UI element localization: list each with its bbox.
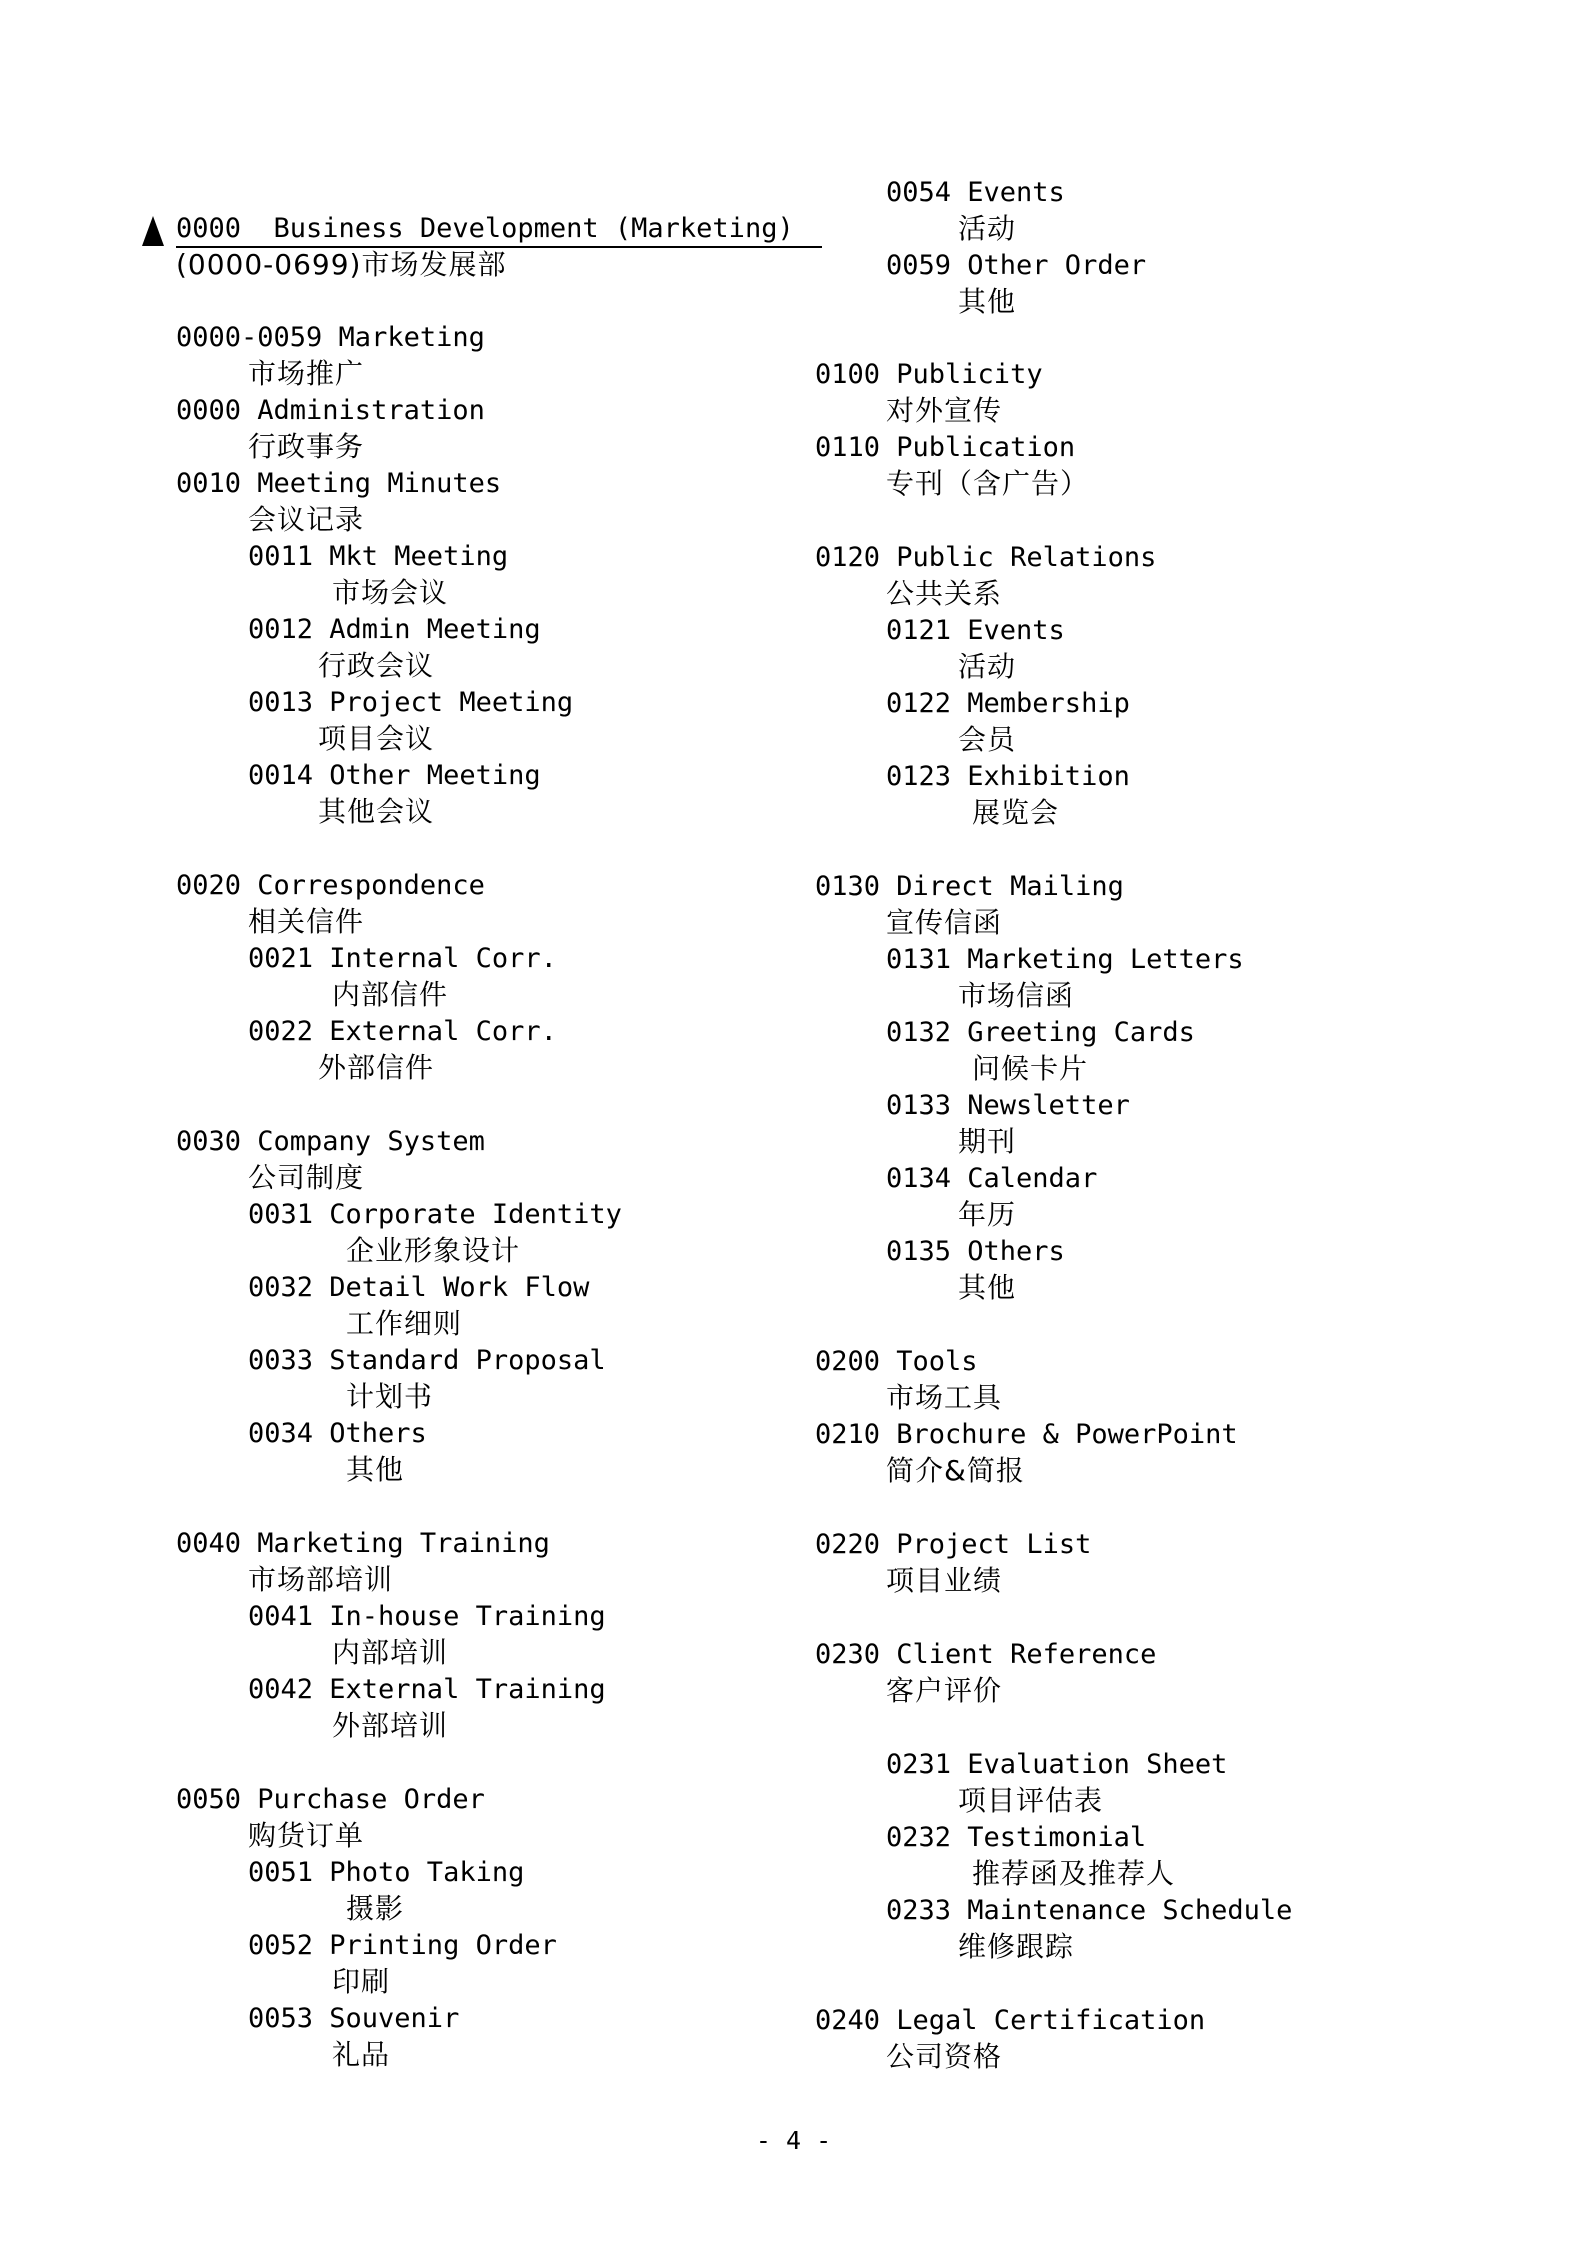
section-title: 0000 Business Development (Marketing) [176,212,822,248]
entry-code: 0051 Photo Taking [248,1857,525,1888]
entry-code: 0033 Standard Proposal [248,1345,606,1376]
entry-code: 0123 Exhibition [886,761,1130,792]
entry-code: 0013 Project Meeting [248,687,574,718]
section-range: (0000-0699)市场发展部 [176,248,507,281]
entry-code: 0100 Publicity [815,359,1043,390]
entry-cn: 年历 [958,1198,1017,1231]
entry-cn: 项目会议 [318,722,435,755]
entry-cn: 市场信函 [958,979,1075,1012]
entry-cn: 活动 [958,650,1017,683]
entry-cn: 会员 [958,723,1017,756]
entry-cn: 专刊（含广告） [886,467,1090,500]
entry-code: 0000 Administration [176,395,485,426]
entry-code: 0200 Tools [815,1346,978,1377]
entry-cn: 项目业绩 [886,1564,1003,1597]
entry-cn: 其他 [958,1271,1017,1304]
entry-code: 0040 Marketing Training [176,1528,550,1559]
page-number: - 4 - [755,2126,832,2155]
entry-cn: 推荐函及推荐人 [972,1857,1176,1890]
entry-cn: 市场推广 [248,357,365,390]
entry-cn: 工作细则 [346,1307,463,1340]
entry-code: 0021 Internal Corr. [248,943,557,974]
entry-code: 0220 Project List [815,1529,1092,1560]
entry-cn: 企业形象设计 [346,1234,521,1267]
entry-code: 0134 Calendar [886,1163,1098,1194]
entry-code: 0010 Meeting Minutes [176,468,502,499]
entry-cn: 其他会议 [318,795,435,828]
entry-cn: 项目评估表 [958,1784,1104,1817]
entry-code: 0135 Others [886,1236,1065,1267]
entry-code: 0042 External Training [248,1674,606,1705]
entry-cn: 市场部培训 [248,1563,394,1596]
entry-cn: 外部培训 [332,1709,449,1742]
entry-cn: 印刷 [332,1965,391,1998]
entry-cn: 宣传信函 [886,906,1003,939]
entry-code: 0133 Newsletter [886,1090,1130,1121]
entry-cn: 简介&简报 [886,1454,1025,1487]
entry-cn: 会议记录 [248,503,365,536]
entry-cn: 市场工具 [886,1381,1003,1414]
entry-code: 0132 Greeting Cards [886,1017,1195,1048]
entry-code: 0020 Correspondence [176,870,485,901]
entry-cn: 对外宣传 [886,394,1003,427]
entry-code: 0022 External Corr. [248,1016,557,1047]
entry-cn: 期刊 [958,1125,1017,1158]
entry-code: 0052 Printing Order [248,1930,557,1961]
entry-code: 0054 Events [886,177,1065,208]
entry-code: 0053 Souvenir [248,2003,460,2034]
entry-code: 0034 Others [248,1418,427,1449]
entry-code: 0032 Detail Work Flow [248,1272,590,1303]
entry-cn: 行政事务 [248,430,365,463]
entry-cn: 外部信件 [318,1051,435,1084]
entry-code: 0131 Marketing Letters [886,944,1244,975]
entry-code: 0231 Evaluation Sheet [886,1749,1228,1780]
entry-cn: 摄影 [346,1892,405,1925]
entry-cn: 公司资格 [886,2040,1003,2073]
entry-code: 0130 Direct Mailing [815,871,1124,902]
entry-code: 0110 Publication [815,432,1076,463]
entry-cn: 购货订单 [248,1819,365,1852]
entry-code: 0233 Maintenance Schedule [886,1895,1293,1926]
entry-cn: 礼品 [332,2038,391,2071]
entry-code: 0011 Mkt Meeting [248,541,509,572]
entry-code: 0000-0059 Marketing [176,322,485,353]
entry-code: 0121 Events [886,615,1065,646]
entry-cn: 内部培训 [332,1636,449,1669]
entry-cn: 问候卡片 [972,1052,1089,1085]
entry-cn: 市场会议 [332,576,449,609]
entry-cn: 内部信件 [332,978,449,1011]
entry-code: 0050 Purchase Order [176,1784,485,1815]
entry-code: 0122 Membership [886,688,1130,719]
entry-code: 0232 Testimonial [886,1822,1147,1853]
entry-code: 0012 Admin Meeting [248,614,541,645]
entry-cn: 公司制度 [248,1161,365,1194]
entry-cn: 维修跟踪 [958,1930,1075,1963]
entry-cn: 行政会议 [318,649,435,682]
entry-code: 0059 Other Order [886,250,1147,281]
entry-code: 0210 Brochure & PowerPoint [815,1419,1238,1450]
entry-cn: 展览会 [972,796,1060,829]
entry-code: 0041 In-house Training [248,1601,606,1632]
entry-code: 0031 Corporate Identity [248,1199,622,1230]
entry-cn: 其他 [346,1453,405,1486]
entry-cn: 其他 [958,285,1017,318]
entry-code: 0240 Legal Certification [815,2005,1206,2036]
entry-code: 0014 Other Meeting [248,760,541,791]
entry-code: 0230 Client Reference [815,1639,1157,1670]
entry-code: 0030 Company System [176,1126,485,1157]
entry-cn: 相关信件 [248,905,365,938]
entry-cn: 计划书 [346,1380,434,1413]
entry-cn: 活动 [958,212,1017,245]
entry-code: 0120 Public Relations [815,542,1157,573]
entry-cn: 客户评价 [886,1674,1003,1707]
triangle-marker-icon [142,216,164,246]
entry-cn: 公共关系 [886,577,1003,610]
